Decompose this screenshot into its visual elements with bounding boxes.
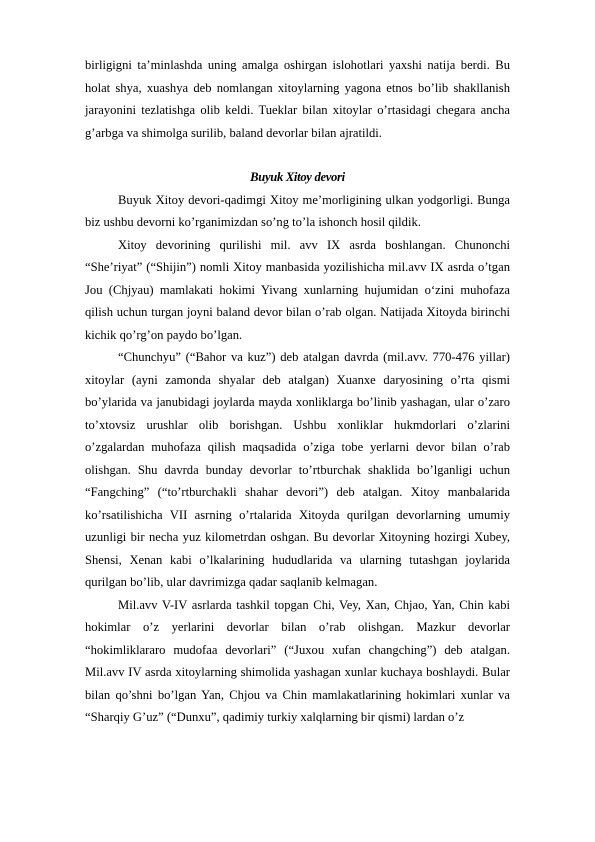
paragraph-4: Mil.avv V-IV asrlarda tashkil topgan Chi, Vey, Xan, Chjao, Yan, Chin kabi hokimlar o’z yerlarini devorlar bilan o’rab olishgan. Mazkur devorlar “hokimliklararo mudofaa devorlari” (“Juxou xufan changching”) deb atalgan. Mil.avv IV asrda xitoylarning shimolida yashagan xunlar kuchaya boshlaydi. Bular bilan qo’shni bo’lgan Yan, Chjou va Chin mamlakatlarining hokimlari xunlar va “Sharqiy G’uz” (“Dunxu”, qadimiy turkiy xalqlarning bir qismi) lardan o’z bbox=[85, 597, 510, 724]
paragraph-3: “Chunchyu” (“Bahor va kuz”) deb atalgan davrda (mil.avv. 770-476 yillar) xitoylar (ayni zamonda shyalar deb atalgan) Xuanxe daryosining o’rta qismi bo’ylarida va janubidagi joylarda mayda xonliklarga bo’linib yashagan, ular o’zaro to’xtovsiz urushlar olib borishgan. Ushbu xonliklar hukmdorlari o’zlarini o’zgalardan muhofaza qilish maqsadida o’ziga tobe yerlarni devor bilan o’rab olishgan. Shu davrda bunday devorlar to’rtburchak shaklida bo’lganligi uchun “Fangching” (“to’rtburchakli shahar devori”) deb atalgan. Xitoy manbalarida ko’rsatilishicha VII asrning o’rtalarida Xitoyda qurilgan devorlarning umumiy uzunligi bir necha yuz kilometrdan oshgan. Bu devorlar Xitoyning hozirgi Xubey, Shensi, Xenan kabi o’lkalarining hududlarida va ularning tutashgan joylarida qurilgan bo’lib, ular davrimizga qadar saqlanib kelmagan. bbox=[85, 350, 510, 589]
section-heading: Buyuk Xitoy devori bbox=[250, 170, 345, 184]
paragraph-intro: birligigni ta’minlashda uning amalga oshirgan islohotlari yaxshi natija berdi. Bu holat shya, xuashya deb nomlangan xitoylarning yagona etnos bo’lib shakllanish jarayonini tezlatishga olib keldi. Tueklar bilan xitoylar o’rtasidagi chegara ancha g’arbga va shimolga surilib, baland devorlar bilan ajratildi. bbox=[85, 58, 510, 140]
paragraph-1: Buyuk Xitoy devori-qadimgi Xitoy me’morligining ulkan yodgorligi. Bunga biz ushbu devorni ko’rganimizdan so’ng to’la ishonch hosil qildik. bbox=[85, 192, 510, 229]
paragraph-2: Xitoy devorining qurilishi mil. avv IX asrda boshlangan. Chunonchi “She’riyat” (“Shijin”) nomli Xitoy manbasida yozilishicha mil.avv IX asrda o’tgan Jou (Chjyau) mamlakati hokimi Yivang xunlarning hujumidan o‘zini muhofaza qilish uchun turgan joyni baland devor bilan o’rab olgan. Natijada Xitoyda birinchi kichik qo’rg’on paydo bo’lgan. bbox=[85, 237, 510, 342]
document-page bbox=[85, 54, 510, 729]
